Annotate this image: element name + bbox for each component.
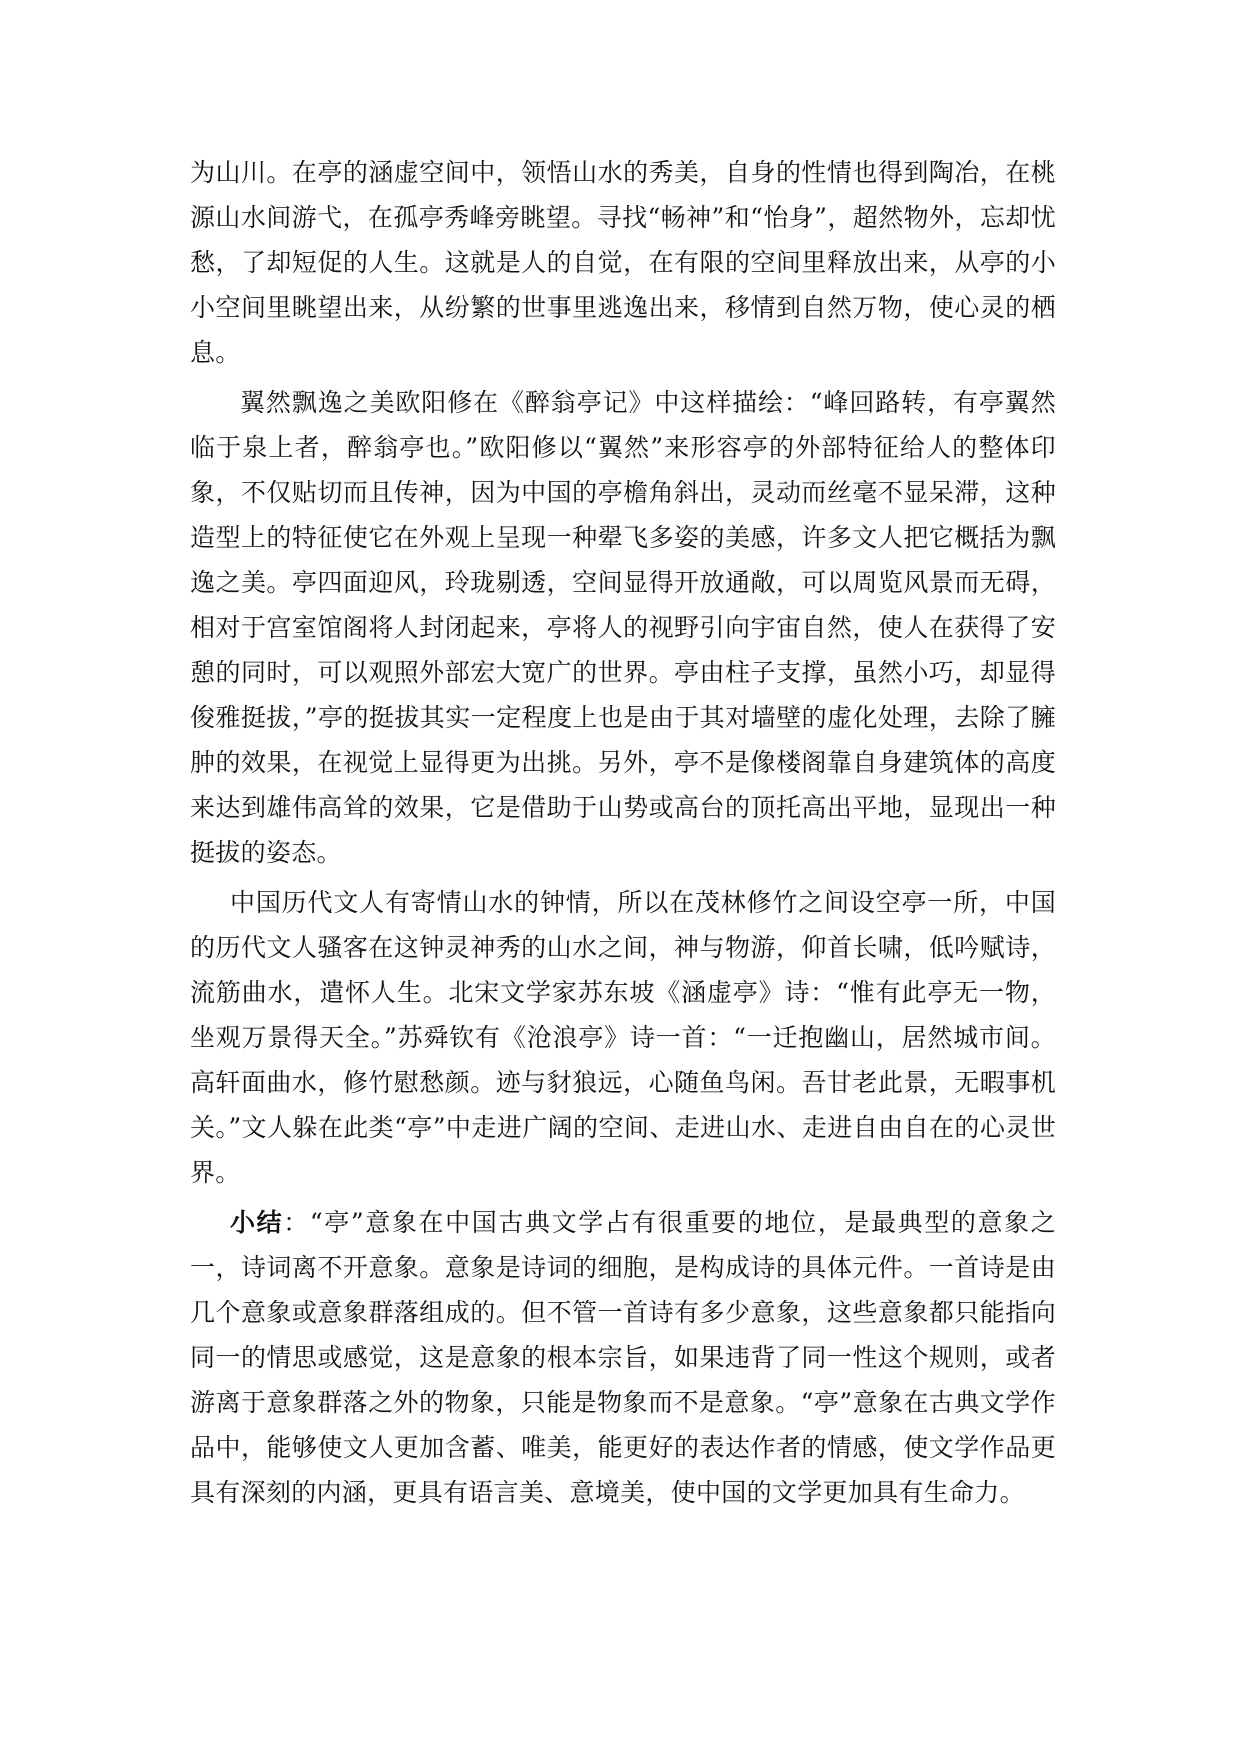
paragraph-flying-elegance: 翼然飘逸之美欧阳修在《醉翁亭记》中这样描绘：“峰回路转，有亭翼然临于泉上者，醉翁亭也。”欧阳修以“翼然”来形容亭的外部特征给人的整体印象，不仅贴切而且传神，因为中国的亭檐角斜出，灵动而丝毫不显呆滞，这种造型上的特征使它在外观上呈现一种翚飞多姿的美感，许多文人把它概括为飘逸之美。亭四面迎风，玲珑剔透，空间显得开放通敞，可以周览风景而无碍，相对于宫室馆阁将人封闭起来，亭将人的视野引向宇宙自然，使人在获得了安憩的同时，可以观照外部宏大宽广的世界。亭由柱子支撑，虽然小巧，却显得俊雅挺拔，”亭的挺拔其实一定程度上也是由于其对墙壁的虚化处理，去除了臃肿的效果，在视觉上显得更为出挑。另外，亭不是像楼阁靠自身建筑体的高度来达到雄伟高耸的效果，它是借助于山势或高台的顶托高出平地，显现出一种挺拔的姿态。 xyxy=(190,388,1056,867)
summary-text: ：“亭”意象在中国古典文学占有很重要的地位，是最典型的意象之一，诗词离不开意象。意象是诗词的细胞，是构成诗的具体元件。一首诗是由几个意象或意象群落组成的。但不管一首诗有多少意象，这些意象都只能指向同一的情思或感觉，这是意象的根本宗旨，如果违背了同一性这个规则，或者游离于意象群落之外的物象，只能是物象而不是意象。“亭”意象在古典文学作品中，能够使文人更加含蓄、唯美，能更好的表达作者的情感，使文学作品更具有深刻的内涵，更具有语言美、意境美，使中国的文学更加具有生命力。 xyxy=(190,1208,1056,1507)
paragraph-continuation: 为山川。在亭的涵虚空间中，领悟山水的秀美，自身的性情也得到陶冶，在桃源山水间游弋，在孤亭秀峰旁眺望。寻找“畅神”和“怡身”，超然物外，忘却忧愁，了却短促的人生。这就是人的自觉，在有限的空间里释放出来，从亭的小小空间里眺望出来，从纷繁的世事里逃逸出来，移情到自然万物，使心灵的栖息。 xyxy=(190,158,1056,367)
paragraph-literati-landscape: 中国历代文人有寄情山水的钟情，所以在茂林修竹之间设空亭一所，中国的历代文人骚客在这钟灵神秀的山水之间，神与物游，仰首长啸，低吟赋诗，流筋曲水，遣怀人生。北宋文学家苏东坡《涵虚亭》诗：“惟有此亭无一物，坐观万景得天全。”苏舜钦有《沧浪亭》诗一首：“一迁抱幽山，居然城市间。高轩面曲水，修竹慰愁颜。迹与豺狼远，心随鱼鸟闲。吾甘老此景，无暇事机关。”文人躲在此类“亭”中走进广阔的空间、走进山水、走进自由自在的心灵世界。 xyxy=(190,888,1056,1187)
document-page xyxy=(190,150,1056,1515)
paragraph-summary xyxy=(190,1200,1056,1515)
summary-label: 小结 xyxy=(230,1208,284,1237)
